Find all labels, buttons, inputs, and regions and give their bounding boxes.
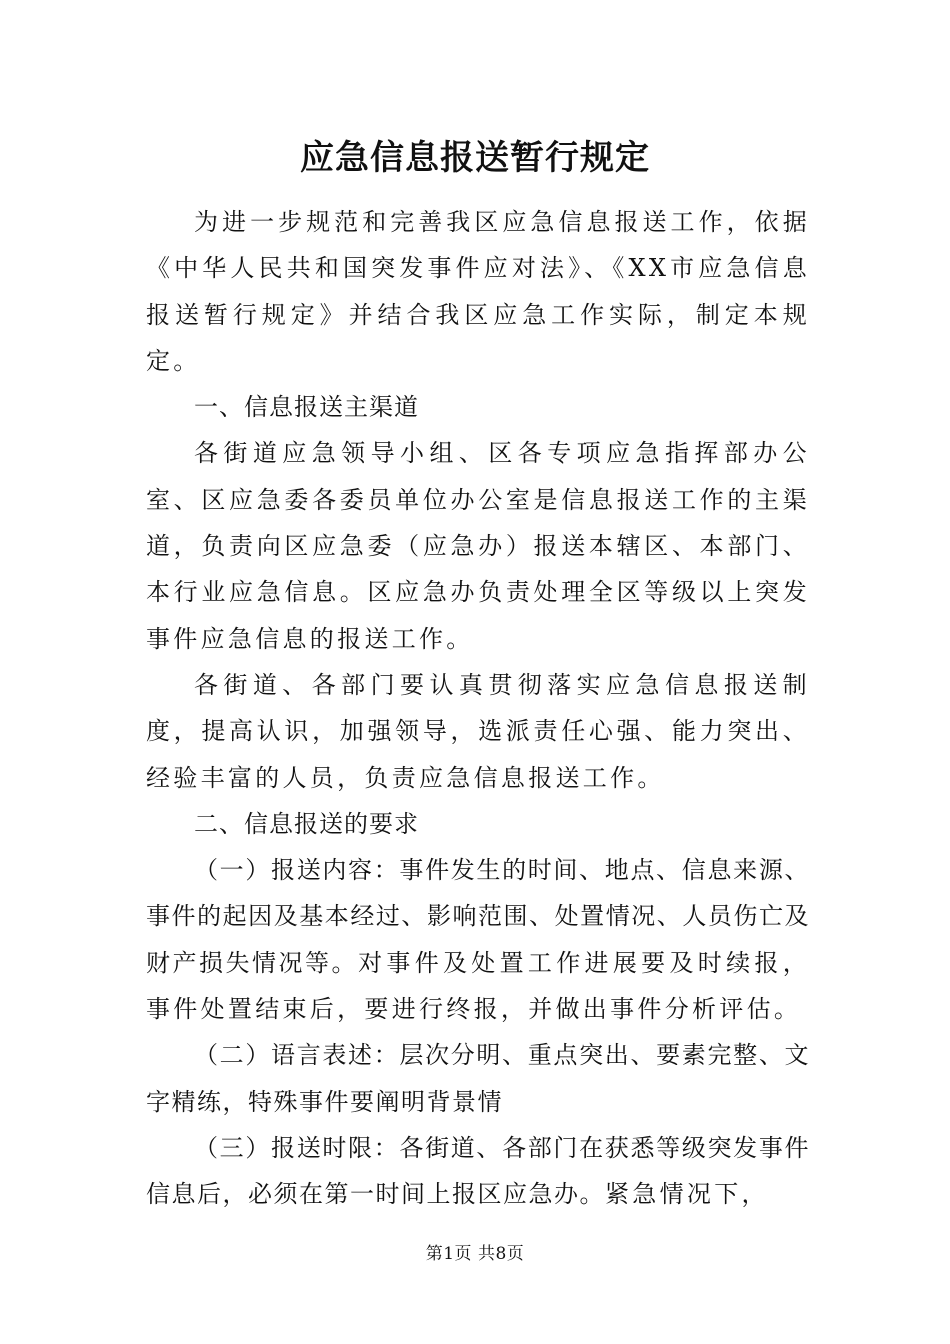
section2-item-2 xyxy=(146,1032,810,1125)
section1-paragraph-1: 各街道应急领导小组、区各专项应急指挥部办公室、区应急委各委员单位办公室是信息报送工作的主渠道，负责向区应急委（应急办）报送本辖区、本部门、本行业应急信息。区应急办负责处理全区等级以上突发事件应急信息的报送工作。 xyxy=(146,439,810,653)
intro-paragraph: 为进一步规范和完善我区应急信息报送工作，依据《中华人民共和国突发事件应对法》、《XX市应急信息报送暂行规定》并结合我区应急工作实际，制定本规定。 xyxy=(146,208,810,375)
item1-rest: 对事件及处置工作进展要及时续报，事件处置结束后，要进行终报，并做出事件分析评估。 xyxy=(146,948,810,1024)
section2-item-1 xyxy=(146,847,810,1032)
item3-rest: 紧急情况下， xyxy=(605,1180,769,1209)
section1-heading: 一、信息报送主渠道 xyxy=(194,393,419,422)
section2-item-3 xyxy=(146,1125,810,1218)
item1-emphasis: （一）报送内容：事件发生的时间、地点、信息来源、事件的起因及基本经过、影响范围、处置情况、人员伤亡及财产损失情况等。 xyxy=(146,856,810,977)
document-title: 应急信息报送暂行规定 xyxy=(300,138,650,178)
item2-emphasis: （二）语言表述：层次分明、重点突出、要素完整、文字精练，特殊事件要阐明背景情 xyxy=(146,1041,810,1116)
page-number-footer: 第1页 共8页 xyxy=(425,1244,525,1264)
item3-emphasis: （三）报送时限：各街道、各部门在获悉等级突发事件信息后，必须在第一时间上报区应急办。 xyxy=(146,1133,810,1209)
document-body xyxy=(146,199,810,1218)
section1-paragraph-2: 各街道、各部门要认真贯彻落实应急信息报送制度，提高认识，加强领导，选派责任心强、能力突出、经验丰富的人员，负责应急信息报送工作。 xyxy=(146,670,810,792)
section2-heading: 二、信息报送的要求 xyxy=(194,809,419,838)
